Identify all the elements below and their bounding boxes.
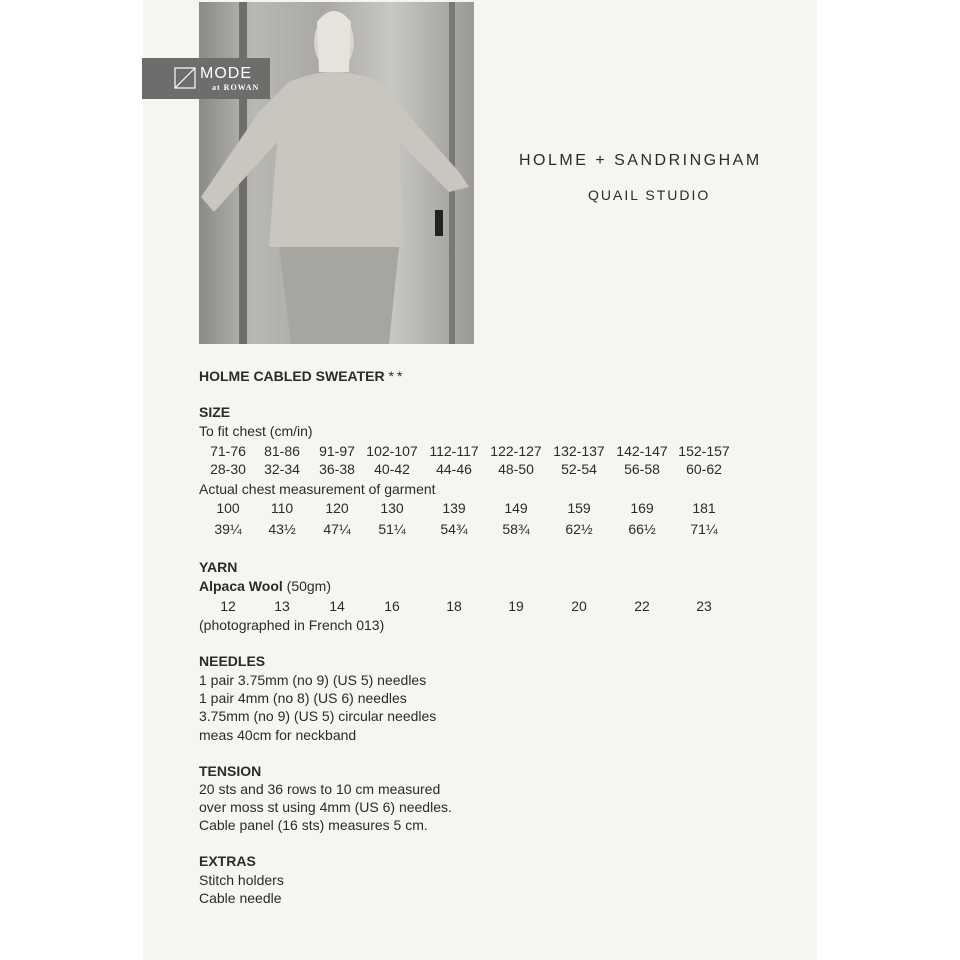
extras-heading: EXTRAS <box>199 853 256 869</box>
designer-name: QUAIL STUDIO <box>588 187 711 203</box>
actual-chest-in: 58¾ <box>502 521 530 537</box>
yarn-ball-count: 18 <box>446 598 462 614</box>
actual-chest-in: 54¾ <box>440 521 468 537</box>
needles-line: 1 pair 3.75mm (no 9) (US 5) needles <box>199 672 427 688</box>
yarn-ball-count: 22 <box>634 598 650 614</box>
needles-line: 3.75mm (no 9) (US 5) circular needles <box>199 708 437 725</box>
difficulty-stars: ** <box>388 368 406 384</box>
logo-sub: at ROWAN <box>212 83 260 92</box>
fit-chest-cm: 91-97 <box>319 443 355 459</box>
logo-main: MODE <box>200 65 252 82</box>
fit-chest-cm: 122-127 <box>490 443 542 459</box>
needles-line: meas 40cm for neckband <box>199 726 357 743</box>
yarn-name: Alpaca Wool <box>199 578 283 594</box>
yarn-ball-count: 14 <box>329 598 345 614</box>
yarn-ball-count: 23 <box>696 598 712 614</box>
actual-chest-in: 47¼ <box>323 521 351 537</box>
fit-chest-cm: 71-76 <box>210 443 246 459</box>
yarn-note: (photographed in French 013) <box>199 617 385 633</box>
actual-chest-cm: 181 <box>692 500 716 516</box>
fit-chest-in: 56-58 <box>624 461 660 477</box>
yarn-ball-count: 13 <box>274 598 290 614</box>
yarn-ball-count: 16 <box>384 598 400 614</box>
mode-at-rowan-logo <box>142 58 270 99</box>
actual-chest-cm: 130 <box>380 500 404 516</box>
yarn-name-line <box>199 577 331 595</box>
actual-chest-cm: 149 <box>504 500 528 516</box>
actual-chest-cm: 110 <box>270 500 294 516</box>
fit-chest-cm: 81-86 <box>264 443 300 459</box>
actual-chest-in: 39¼ <box>214 521 242 537</box>
yarn-ball-count: 12 <box>220 598 236 614</box>
model-figure <box>199 2 474 344</box>
yarn-weight: (50gm) <box>282 578 331 594</box>
actual-chest-in: 43½ <box>268 521 296 537</box>
model-photo <box>199 2 474 344</box>
actual-label: Actual chest measurement of garment <box>199 481 436 497</box>
actual-chest-in: 71¼ <box>690 521 718 537</box>
yarn-heading: YARN <box>199 559 238 575</box>
fit-chest-in: 40-42 <box>374 461 410 477</box>
actual-chest-cm: 169 <box>630 500 654 516</box>
yarn-ball-count: 20 <box>571 598 587 614</box>
actual-chest-cm: 120 <box>325 500 349 516</box>
fit-chest-in: 28-30 <box>210 461 246 477</box>
fit-chest-in: 32-34 <box>264 461 300 477</box>
actual-chest-cm: 159 <box>567 500 591 516</box>
actual-chest-cm: 139 <box>442 500 466 516</box>
tension-line: 20 sts and 36 rows to 10 cm measured <box>199 781 441 797</box>
fit-chest-in: 60-62 <box>686 461 722 477</box>
fit-chest-cm: 142-147 <box>616 443 668 459</box>
tension-line: over moss st using 4mm (US 6) needles. <box>199 799 452 816</box>
tension-line: Cable panel (16 sts) measures 5 cm. <box>199 817 428 834</box>
pattern-title <box>199 367 405 385</box>
needles-line: 1 pair 4mm (no 8) (US 6) needles <box>199 690 407 707</box>
extras-line: Cable needle <box>199 890 282 907</box>
fit-chest-cm: 152-157 <box>678 443 730 459</box>
fit-chest-cm: 112-117 <box>429 443 479 459</box>
collection-title: HOLME + SANDRINGHAM <box>519 152 762 169</box>
fit-label: To fit chest (cm/in) <box>199 423 313 439</box>
actual-chest-in: 62½ <box>565 521 593 537</box>
actual-chest-in: 66½ <box>628 521 656 537</box>
extras-line: Stitch holders <box>199 872 284 888</box>
fit-chest-in: 52-54 <box>561 461 597 477</box>
tension-heading: TENSION <box>199 763 262 779</box>
fit-chest-cm: 102-107 <box>366 443 418 459</box>
pattern-title-text: HOLME CABLED SWEATER <box>199 368 385 384</box>
fit-chest-in: 48-50 <box>498 461 534 477</box>
actual-chest-cm: 100 <box>216 500 240 516</box>
yarn-ball-count: 19 <box>508 598 524 614</box>
fit-chest-in: 36-38 <box>319 461 355 477</box>
actual-chest-in: 51¼ <box>378 521 406 537</box>
needles-heading: NEEDLES <box>199 653 266 669</box>
size-heading: SIZE <box>199 404 231 420</box>
fit-chest-in: 44-46 <box>436 461 472 477</box>
fit-chest-cm: 132-137 <box>553 443 605 459</box>
